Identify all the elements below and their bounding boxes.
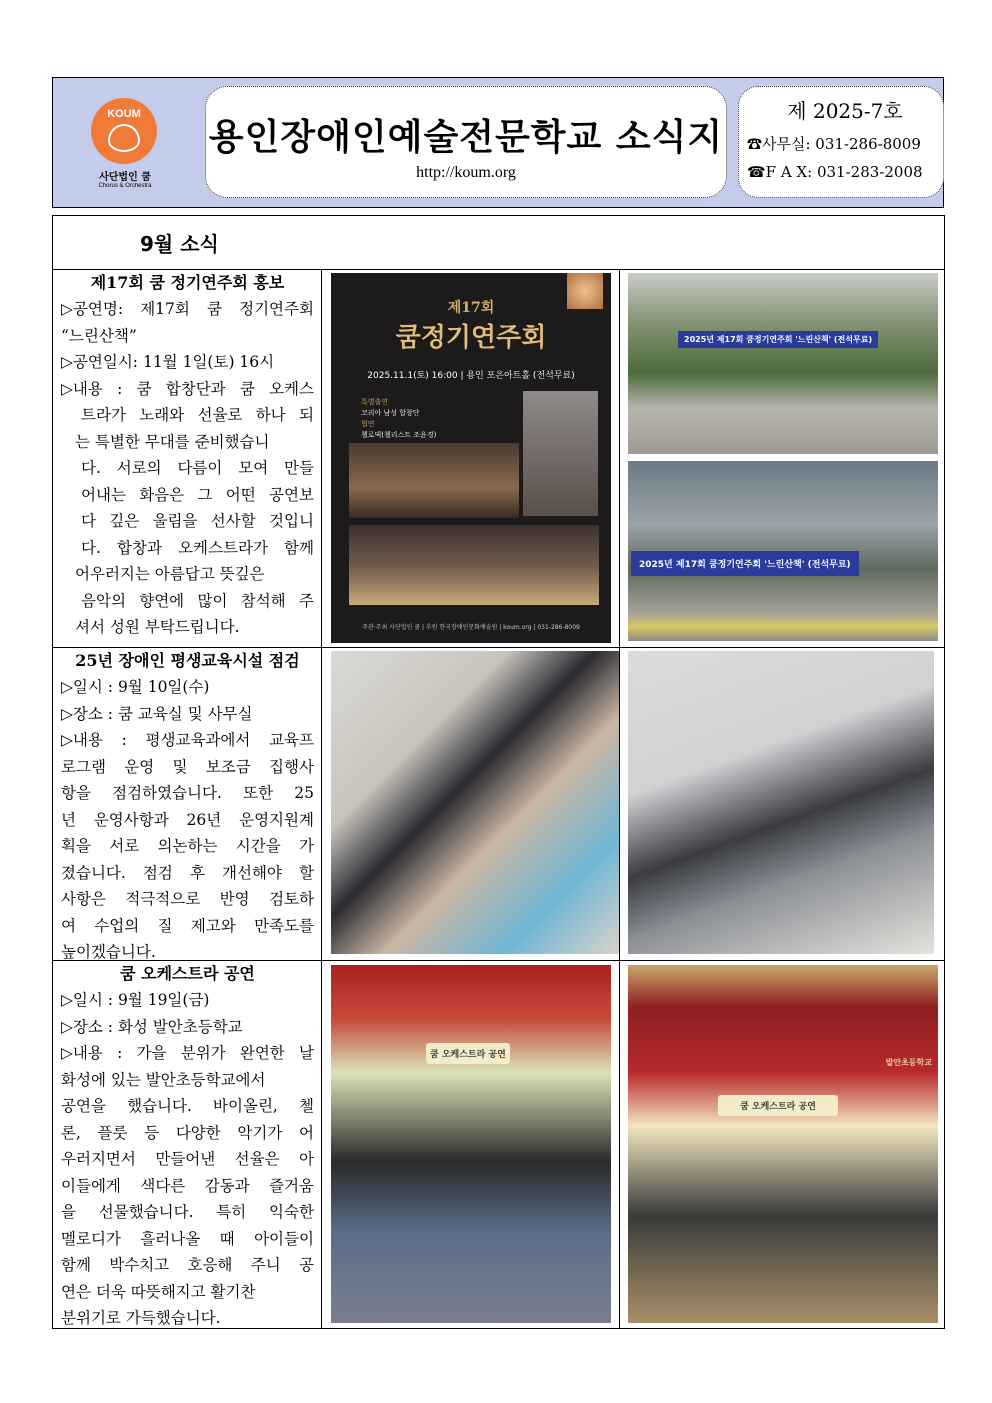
text-line: 다. 합창과 오케스트라가 함께 <box>81 538 314 557</box>
text-line: 항을 점검하였습니다. 또한 25 <box>61 784 314 802</box>
website-url[interactable]: http://koum.org <box>416 164 516 181</box>
banner-text: 2025년 제17회 쿰정기연주회 '느린산책' (전석무료) <box>631 551 859 576</box>
text-line: 년 운영사항과 26년 운영지원계 <box>61 810 314 829</box>
guest-name: 코리아 남성 합창단 <box>361 409 420 417</box>
text-line: 획을 서로 의논하는 시간을 가 <box>61 837 314 855</box>
text-line: 졌습니다. 점검 후 개선해야 할 <box>61 863 314 882</box>
text-line: 을 선물했습니다. 특히 익숙한 <box>61 1203 314 1221</box>
performance-photo-1 <box>331 965 611 1323</box>
section-concert-promo <box>53 270 322 641</box>
section-orchestra-performance <box>53 961 322 1332</box>
month-title: 9월 소식 <box>140 232 219 256</box>
text-line: 분위기로 가득했습니다. <box>61 1309 221 1327</box>
text-line: 우러지면서 만들어낸 선율은 아 <box>61 1150 314 1168</box>
logo-circle <box>91 98 157 164</box>
info-box <box>738 86 944 198</box>
inspection-photo-1 <box>331 651 619 954</box>
text-line: 셔서 성원 부탁드립니다. <box>75 618 240 636</box>
newsletter-title: 용인장애인예술전문학교 소식지 <box>208 117 724 158</box>
title-box <box>205 86 727 198</box>
text-line: 어내는 화음은 그 어떤 공연보 <box>81 485 314 504</box>
issue-number: 제 2025-7호 <box>787 99 903 123</box>
banner-photo-station <box>628 461 938 641</box>
poster-datetime: 2025.11.1(토) 16:00 | 용인 포은아트홀 (전석무료) <box>367 371 575 381</box>
text-line: 연은 더욱 따뜻해지고 활기찬 <box>61 1282 256 1301</box>
text-line: ▷일시 : 9월 19일(금) <box>61 991 210 1009</box>
text-line: 사항은 적극적으로 반영 검토하 <box>61 890 314 908</box>
poster-footer: 주관·주최 사단법인 쿰 | 후원 한국장애인문화예술원 | koum.org | 031-286-8009 <box>362 624 580 631</box>
inspection-photo-2 <box>628 651 934 954</box>
stage-sign: 쿰 오케스트라 공연 <box>718 1095 838 1116</box>
section-title: 25년 장애인 평생교육시설 점검 <box>75 651 300 670</box>
text-line: ▷공연명: 제17회 쿰 정기연주회 <box>61 300 314 318</box>
text-line: 음악의 향연에 많이 참석해 주 <box>81 591 314 610</box>
section-facility-inspection <box>53 648 322 966</box>
text-line: ▷내용 : 쿰 합창단과 쿰 오케스 <box>61 379 314 398</box>
text-line: 어우러지는 아름답고 뜻깊은 <box>75 565 265 583</box>
guest-label: 특별출연 <box>361 398 389 406</box>
orchestra-photo <box>349 443 519 518</box>
text-line: “느린산책” <box>61 326 137 345</box>
office-phone: ☎사무실: 031-286-8009 <box>747 135 921 153</box>
poster-title: 쿰정기연주회 <box>395 323 547 353</box>
text-line: 공연을 했습니다. 바이올린, 첼 <box>61 1097 314 1115</box>
text-line: ▷내용 : 가을 분위가 완연한 날 <box>61 1044 314 1062</box>
text-line: 론, 플룻 등 다양한 악기가 어 <box>61 1123 314 1142</box>
text-line: ▷장소 : 화성 발안초등학교 <box>61 1017 243 1036</box>
poster-guests <box>361 397 511 441</box>
text-line: 여 수업의 질 제고와 만족도를 <box>61 916 314 935</box>
text-line: 높이겠습니다. <box>61 943 156 961</box>
section-title: 쿰 오케스트라 공연 <box>120 964 255 983</box>
text-line: ▷장소 : 쿰 교육실 및 사무실 <box>61 704 253 723</box>
logo-org: 사단법인 쿰 <box>99 172 151 183</box>
cellist-photo <box>523 391 598 516</box>
concert-poster <box>331 273 611 643</box>
stage-sign: 쿰 오케스트라 공연 <box>426 1043 510 1064</box>
performance-photo-2 <box>628 965 938 1323</box>
text-line: 이들에게 색다른 감동과 즐거움 <box>61 1176 314 1195</box>
heart-icon <box>108 124 140 152</box>
banner-photo-park <box>628 273 938 454</box>
newsletter-header <box>52 77 944 208</box>
koum-logo <box>91 98 159 189</box>
text-line: 화성에 있는 발안초등학교에서 <box>61 1070 266 1089</box>
logo-sub: Chorus & Orchestra <box>98 183 152 189</box>
text-line: ▷공연일시: 11월 1일(토) 16시 <box>61 353 275 371</box>
poster-edition: 제17회 <box>447 300 495 316</box>
text-line: 다 깊은 울림을 선사할 것입니 <box>81 512 314 530</box>
logo-text: KOUM <box>107 108 141 120</box>
text-line: 로그램 운영 및 보조금 집행사 <box>61 757 314 776</box>
text-line: 함께 박수치고 호응해 주니 공 <box>61 1256 314 1274</box>
news-table <box>52 215 945 1329</box>
divider <box>619 269 620 1328</box>
fax-number: ☎F A X: 031-283-2008 <box>747 163 923 181</box>
choir-photo <box>349 525 599 605</box>
text-line: 멜로디가 흘러나올 때 아이들이 <box>61 1229 314 1248</box>
cameo-label: 협연 <box>361 420 375 428</box>
text-line: ▷내용 : 평생교육과에서 교육프 <box>61 731 314 749</box>
text-line: ▷일시 : 9월 10일(수) <box>61 678 210 696</box>
school-sign: 발안초등학교 <box>885 1058 932 1067</box>
text-line: 트라가 노래와 선율로 하나 되 <box>81 406 314 424</box>
text-line: 다. 서로의 다름이 모여 만들 <box>81 459 314 477</box>
banner-text: 2025년 제17회 쿰정기연주회 '느린산책' (전석무료) <box>678 331 878 348</box>
cameo-name: 첼로댁(첼리스트 조윤경) <box>361 431 437 439</box>
section-title: 제17회 쿰 정기연주회 홍보 <box>90 273 285 292</box>
text-line: 는 특별한 무대를 준비했습니 <box>75 432 270 451</box>
